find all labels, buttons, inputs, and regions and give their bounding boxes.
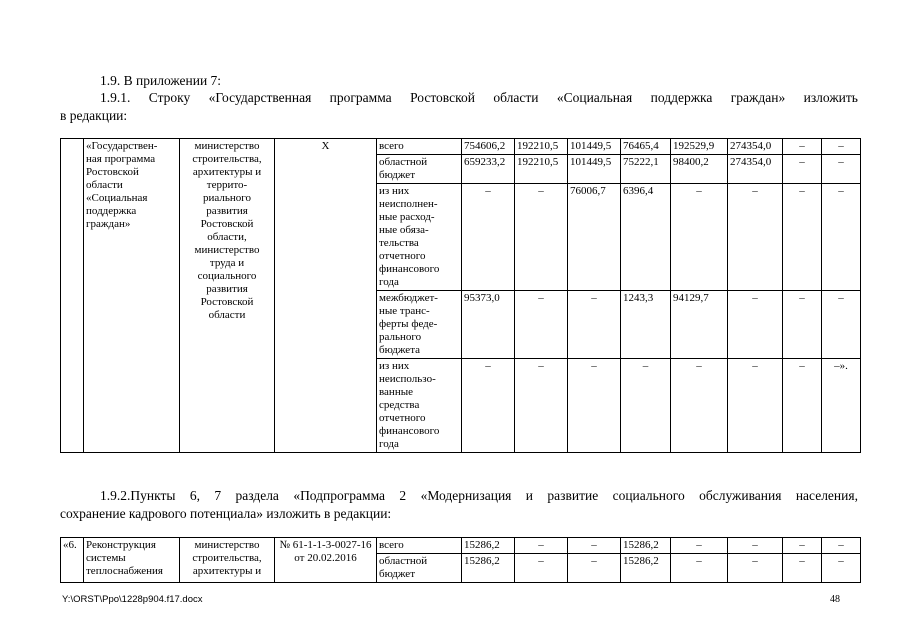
funding-source-label [379, 555, 459, 581]
text-line: строительства, [192, 552, 262, 564]
text-line: ные обяза- [379, 224, 429, 236]
text-line: № 61-1-1-3-0027-16 [279, 539, 372, 551]
text-line: строительства, [192, 153, 262, 165]
text-line: архитектуры и [192, 166, 262, 178]
value-cell: – [568, 291, 621, 359]
funding-source-label [379, 140, 459, 153]
text-line: риального [203, 192, 251, 204]
text-line: теплоснабжения [86, 565, 163, 577]
text-line: из них [379, 185, 410, 197]
text-line: отчетного [379, 412, 426, 424]
text-line: из них [379, 360, 410, 372]
name-cell [84, 139, 180, 453]
text-line: Ростовской [86, 166, 139, 178]
text-line: системы [86, 552, 126, 564]
text-line: бюджет [379, 169, 415, 181]
value-cell: – [462, 184, 515, 291]
page-number: 48 [830, 594, 840, 605]
paragraph-1-9-1-line2: в редакции: [60, 108, 128, 123]
code-text [277, 539, 374, 565]
value-cell: – [783, 155, 822, 184]
funding-source-cell [377, 359, 462, 453]
value-cell: – [822, 184, 861, 291]
paragraph-1-9-2-line2: сохранение кадрового потенциала» изложить в редакции: [60, 506, 392, 521]
text-line: архитектуры и [192, 565, 262, 577]
value-cell: – [822, 538, 861, 554]
text-line: министерство [194, 140, 260, 152]
text-line: года [379, 438, 399, 450]
funding-source-cell [377, 184, 462, 291]
word: Ростовской [410, 90, 475, 105]
table-row [61, 538, 861, 554]
value-cell: 75222,1 [621, 155, 671, 184]
value-cell: 192529,9 [671, 139, 728, 155]
word: граждан» [730, 90, 786, 105]
value-cell: – [671, 538, 728, 554]
word: и [525, 488, 534, 503]
value-cell: – [783, 538, 822, 554]
value-cell: 15286,2 [462, 554, 515, 583]
value-cell: – [728, 291, 783, 359]
text-line: финансового [379, 425, 440, 437]
word: социального [612, 488, 685, 503]
value-cell: 6396,4 [621, 184, 671, 291]
value-cell: 95373,0 [462, 291, 515, 359]
code-cell [275, 538, 377, 583]
value-cell: 101449,5 [568, 155, 621, 184]
program-table [60, 138, 861, 453]
value-cell: – [462, 359, 515, 453]
text-line: Х [321, 140, 330, 152]
value-cell: 754606,2 [462, 139, 515, 155]
word: населения, [795, 488, 858, 503]
executors-text [182, 140, 272, 322]
funding-source-cell [377, 554, 462, 583]
footer-file-path: Y:\ORST\Ppo\1228p904.f17.docx [62, 594, 203, 605]
word: 1.9.1. [100, 90, 131, 105]
value-cell: 274354,0 [728, 155, 783, 184]
value-cell: 1243,3 [621, 291, 671, 359]
value-cell: – [783, 139, 822, 155]
value-cell: 15286,2 [621, 554, 671, 583]
text-line: Реконструкция [86, 539, 156, 551]
paragraph-1-9-1-line1 [100, 89, 858, 107]
word: поддержка [650, 90, 713, 105]
name-text [86, 140, 177, 231]
text-line: области, [207, 231, 247, 243]
text-line: «Государствен- [86, 140, 158, 152]
value-cell: – [515, 184, 568, 291]
text-line: социального [197, 270, 257, 282]
text-line: рального [379, 331, 422, 343]
text-line: министерство [194, 539, 260, 551]
text-line: Ростовской [200, 218, 254, 230]
funding-source-label [379, 156, 459, 182]
value-cell: – [728, 359, 783, 453]
text-line: поддержка [86, 205, 137, 217]
value-cell: – [568, 554, 621, 583]
word: обслуживания [699, 488, 782, 503]
value-cell: – [783, 554, 822, 583]
text-line: «Социальная [86, 192, 148, 204]
text-line: области [208, 309, 246, 321]
text-line: министерство [194, 244, 260, 256]
value-cell: – [728, 184, 783, 291]
text-line: областной [379, 555, 428, 567]
name-text [86, 539, 177, 578]
value-cell: 15286,2 [462, 538, 515, 554]
text-line: граждан» [86, 218, 131, 230]
text-line: областной [379, 156, 428, 168]
value-cell: – [783, 291, 822, 359]
value-cell: – [568, 538, 621, 554]
value-cell: 192210,5 [515, 139, 568, 155]
item-number-cell [61, 139, 84, 453]
text-line: области [86, 179, 123, 191]
item-number-cell: «6. [61, 538, 84, 583]
value-cell: – [515, 291, 568, 359]
text-line: ванные [379, 386, 413, 398]
word: 2 [399, 488, 407, 503]
text-line: труда и [209, 257, 245, 269]
text-line: развития [206, 205, 248, 217]
value-cell: – [671, 554, 728, 583]
text-line: межбюджет- [379, 292, 438, 304]
funding-source-label [379, 360, 459, 451]
word: программа [329, 90, 392, 105]
executors-cell [180, 139, 275, 453]
word: «Модернизация [420, 488, 512, 503]
value-cell: – [783, 184, 822, 291]
value-cell: – [515, 359, 568, 453]
text-line: Ростовской [200, 296, 254, 308]
subprogram-table [60, 537, 861, 583]
word: раздела [235, 488, 279, 503]
text-line: от 20.02.2016 [294, 552, 357, 564]
value-cell: – [515, 554, 568, 583]
funding-source-cell [377, 155, 462, 184]
text-line: средства [379, 399, 420, 411]
text-line: финансового [379, 263, 440, 275]
text-line: всего [379, 140, 404, 152]
value-cell: – [515, 538, 568, 554]
value-cell: – [822, 139, 861, 155]
text-line: ные транс- [379, 305, 430, 317]
word: «Подпрограмма [293, 488, 386, 503]
funding-source-label [379, 185, 459, 289]
value-cell: – [822, 155, 861, 184]
funding-source-label [379, 292, 459, 357]
value-cell: –». [822, 359, 861, 453]
word: области [493, 90, 539, 105]
value-cell: – [671, 359, 728, 453]
word: развитие [547, 488, 599, 503]
word: 6, [189, 488, 200, 503]
executors-cell [180, 538, 275, 583]
value-cell: – [728, 538, 783, 554]
text-line: развития [206, 283, 248, 295]
text-line: всего [379, 539, 404, 551]
word: «Социальная [556, 90, 633, 105]
value-cell: – [621, 359, 671, 453]
value-cell: 76465,4 [621, 139, 671, 155]
value-cell: 94129,7 [671, 291, 728, 359]
value-cell: – [671, 184, 728, 291]
value-cell: – [822, 291, 861, 359]
value-cell: – [728, 554, 783, 583]
funding-source-cell [377, 538, 462, 554]
text-line: бюджет [379, 568, 415, 580]
value-cell: 98400,2 [671, 155, 728, 184]
text-line: террито- [206, 179, 248, 191]
word: 1.9.2.Пункты [100, 488, 176, 503]
text-line: ферты феде- [379, 318, 438, 330]
funding-source-label [379, 539, 459, 552]
text-line: бюджета [379, 344, 421, 356]
funding-source-cell [377, 291, 462, 359]
paragraph-1-9-2-line1 [100, 487, 858, 505]
value-cell: 274354,0 [728, 139, 783, 155]
word: Строку [148, 90, 191, 105]
text-line: ные расход- [379, 211, 435, 223]
value-cell: – [822, 554, 861, 583]
word: 7 [214, 488, 222, 503]
text-line: года [379, 276, 399, 288]
text-line: отчетного [379, 250, 426, 262]
value-cell: 659233,2 [462, 155, 515, 184]
code-text [277, 140, 374, 153]
value-cell: 101449,5 [568, 139, 621, 155]
text-line: тельства [379, 237, 419, 249]
executors-text [182, 539, 272, 578]
value-cell: – [783, 359, 822, 453]
text-line: неисполнен- [379, 198, 438, 210]
text-line: ная программа [86, 153, 156, 165]
word: изложить [803, 90, 858, 105]
section-heading-1-9: 1.9. В приложении 7: [100, 73, 222, 88]
table-row [61, 139, 861, 155]
word: «Государственная [208, 90, 312, 105]
code-cell [275, 139, 377, 453]
value-cell: 192210,5 [515, 155, 568, 184]
text-line: неиспользо- [379, 373, 436, 385]
funding-source-cell [377, 139, 462, 155]
value-cell: 15286,2 [621, 538, 671, 554]
value-cell: – [568, 359, 621, 453]
name-cell [84, 538, 180, 583]
value-cell: 76006,7 [568, 184, 621, 291]
